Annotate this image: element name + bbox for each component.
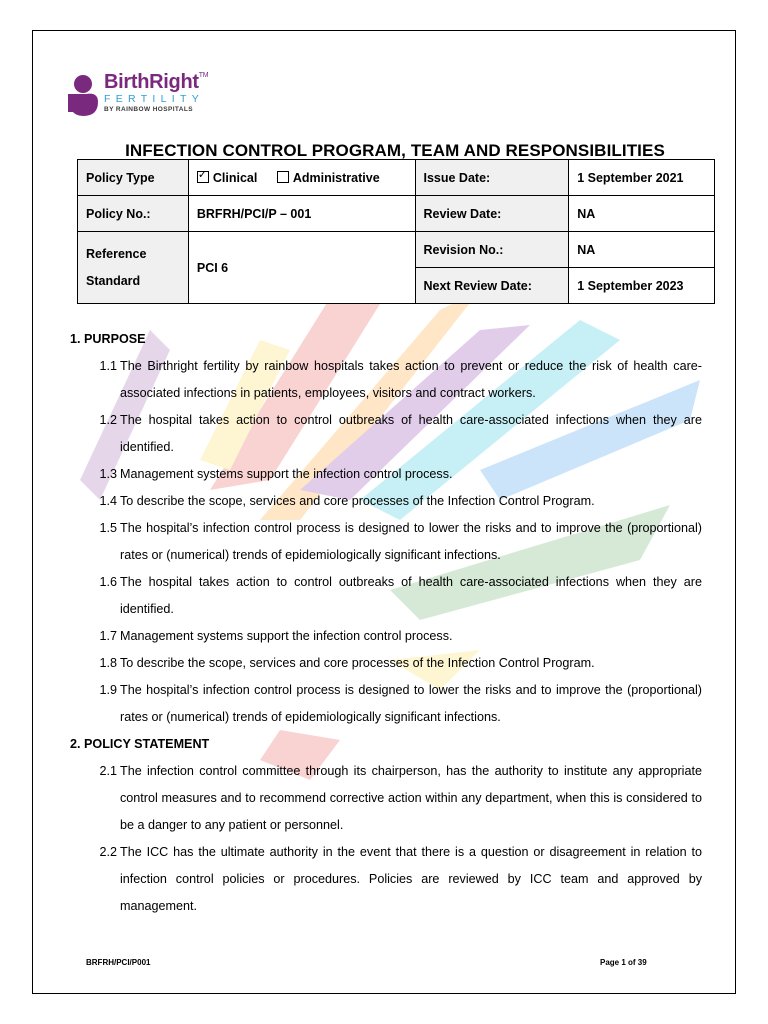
purpose-item: 1.8 To describe the scope, services and core processes of the Infection Control Program. bbox=[99, 656, 595, 670]
policy-meta-table bbox=[77, 159, 715, 304]
purpose-item: 1.2 The hospital takes action to control outbreaks of health care-associated infections when they are identified. bbox=[99, 413, 702, 454]
purpose-item: 1.6 The hospital takes action to control outbreaks of health care-associated infections when they are identified. bbox=[99, 575, 702, 616]
policy-item: 2.1 The infection control committee through its chairperson, has the authority to institute any appropriate control measures and to recommend corrective action within any department, when this is considered to be a danger to any patient or personnel. bbox=[99, 764, 702, 832]
clinical-checkbox-checked-icon[interactable] bbox=[197, 171, 209, 183]
policy-statement-heading: 2. POLICY STATEMENT bbox=[70, 737, 210, 751]
document-title: INFECTION CONTROL PROGRAM, TEAM AND RESPONSIBILITIES bbox=[125, 141, 665, 160]
next-review-value: 1 September 2023 bbox=[569, 268, 715, 304]
birthright-logo bbox=[66, 72, 208, 116]
administrative-checkbox-icon[interactable] bbox=[277, 171, 289, 183]
logo-sub: FERTILITY bbox=[104, 93, 205, 105]
policy-type-label: Policy Type bbox=[78, 160, 189, 196]
logo-mark-icon bbox=[66, 72, 100, 116]
standard-label: Standard bbox=[86, 273, 141, 288]
policy-no-value: BRFRH/PCI/P – 001 bbox=[188, 196, 415, 232]
purpose-item: 1.5 The hospital’s infection control process is designed to lower the risks and to improve the (proportional) rates or (numerical) trends of epidemiologically significant infections. bbox=[99, 521, 702, 562]
review-date-label: Review Date: bbox=[415, 196, 569, 232]
document-body bbox=[70, 326, 702, 920]
purpose-item: 1.4 To describe the scope, services and core processes of the Infection Control Program. bbox=[99, 494, 595, 508]
reference-label: Reference bbox=[86, 246, 147, 261]
revision-value: NA bbox=[569, 232, 715, 268]
logo-brand: BirthRight™ bbox=[104, 71, 209, 93]
reference-standard-label bbox=[78, 232, 189, 304]
logo-tm: TM bbox=[198, 72, 209, 79]
policy-no-label: Policy No.: bbox=[78, 196, 189, 232]
purpose-heading: 1. PURPOSE bbox=[70, 332, 146, 346]
review-date-value: NA bbox=[569, 196, 715, 232]
footer-page-number: Page 1 of 39 bbox=[600, 958, 647, 967]
footer-doc-code: BRFRH/PCI/P001 bbox=[86, 958, 151, 967]
revision-label: Revision No.: bbox=[415, 232, 569, 268]
purpose-item: 1.1 The Birthright fertility by rainbow hospitals takes action to prevent or reduce the risk of health care-associated infections in patients, employees, visitors and contract workers. bbox=[99, 359, 702, 400]
clinical-label: Clinical bbox=[212, 170, 258, 185]
policy-type-options bbox=[188, 160, 415, 196]
issue-date-label: Issue Date: bbox=[415, 160, 569, 196]
next-review-label: Next Review Date: bbox=[415, 268, 569, 304]
purpose-item: 1.9 The hospital’s infection control process is designed to lower the risks and to improve the (proportional) rates or (numerical) trends of epidemiologically significant infections. bbox=[99, 683, 702, 724]
reference-value: PCI 6 bbox=[188, 232, 415, 304]
policy-item: 2.2 The ICC has the ultimate authority in the event that there is a question or disagreement in relation to infection control policies or procedures. Policies are reviewed by ICC team and approved by management. bbox=[99, 845, 702, 913]
purpose-item: 1.3 Management systems support the infection control process. bbox=[99, 467, 453, 481]
logo-by: BY RAINBOW HOSPITALS bbox=[104, 105, 194, 113]
issue-date-value: 1 September 2021 bbox=[569, 160, 715, 196]
purpose-item: 1.7 Management systems support the infection control process. bbox=[99, 629, 453, 643]
administrative-label: Administrative bbox=[292, 170, 380, 185]
